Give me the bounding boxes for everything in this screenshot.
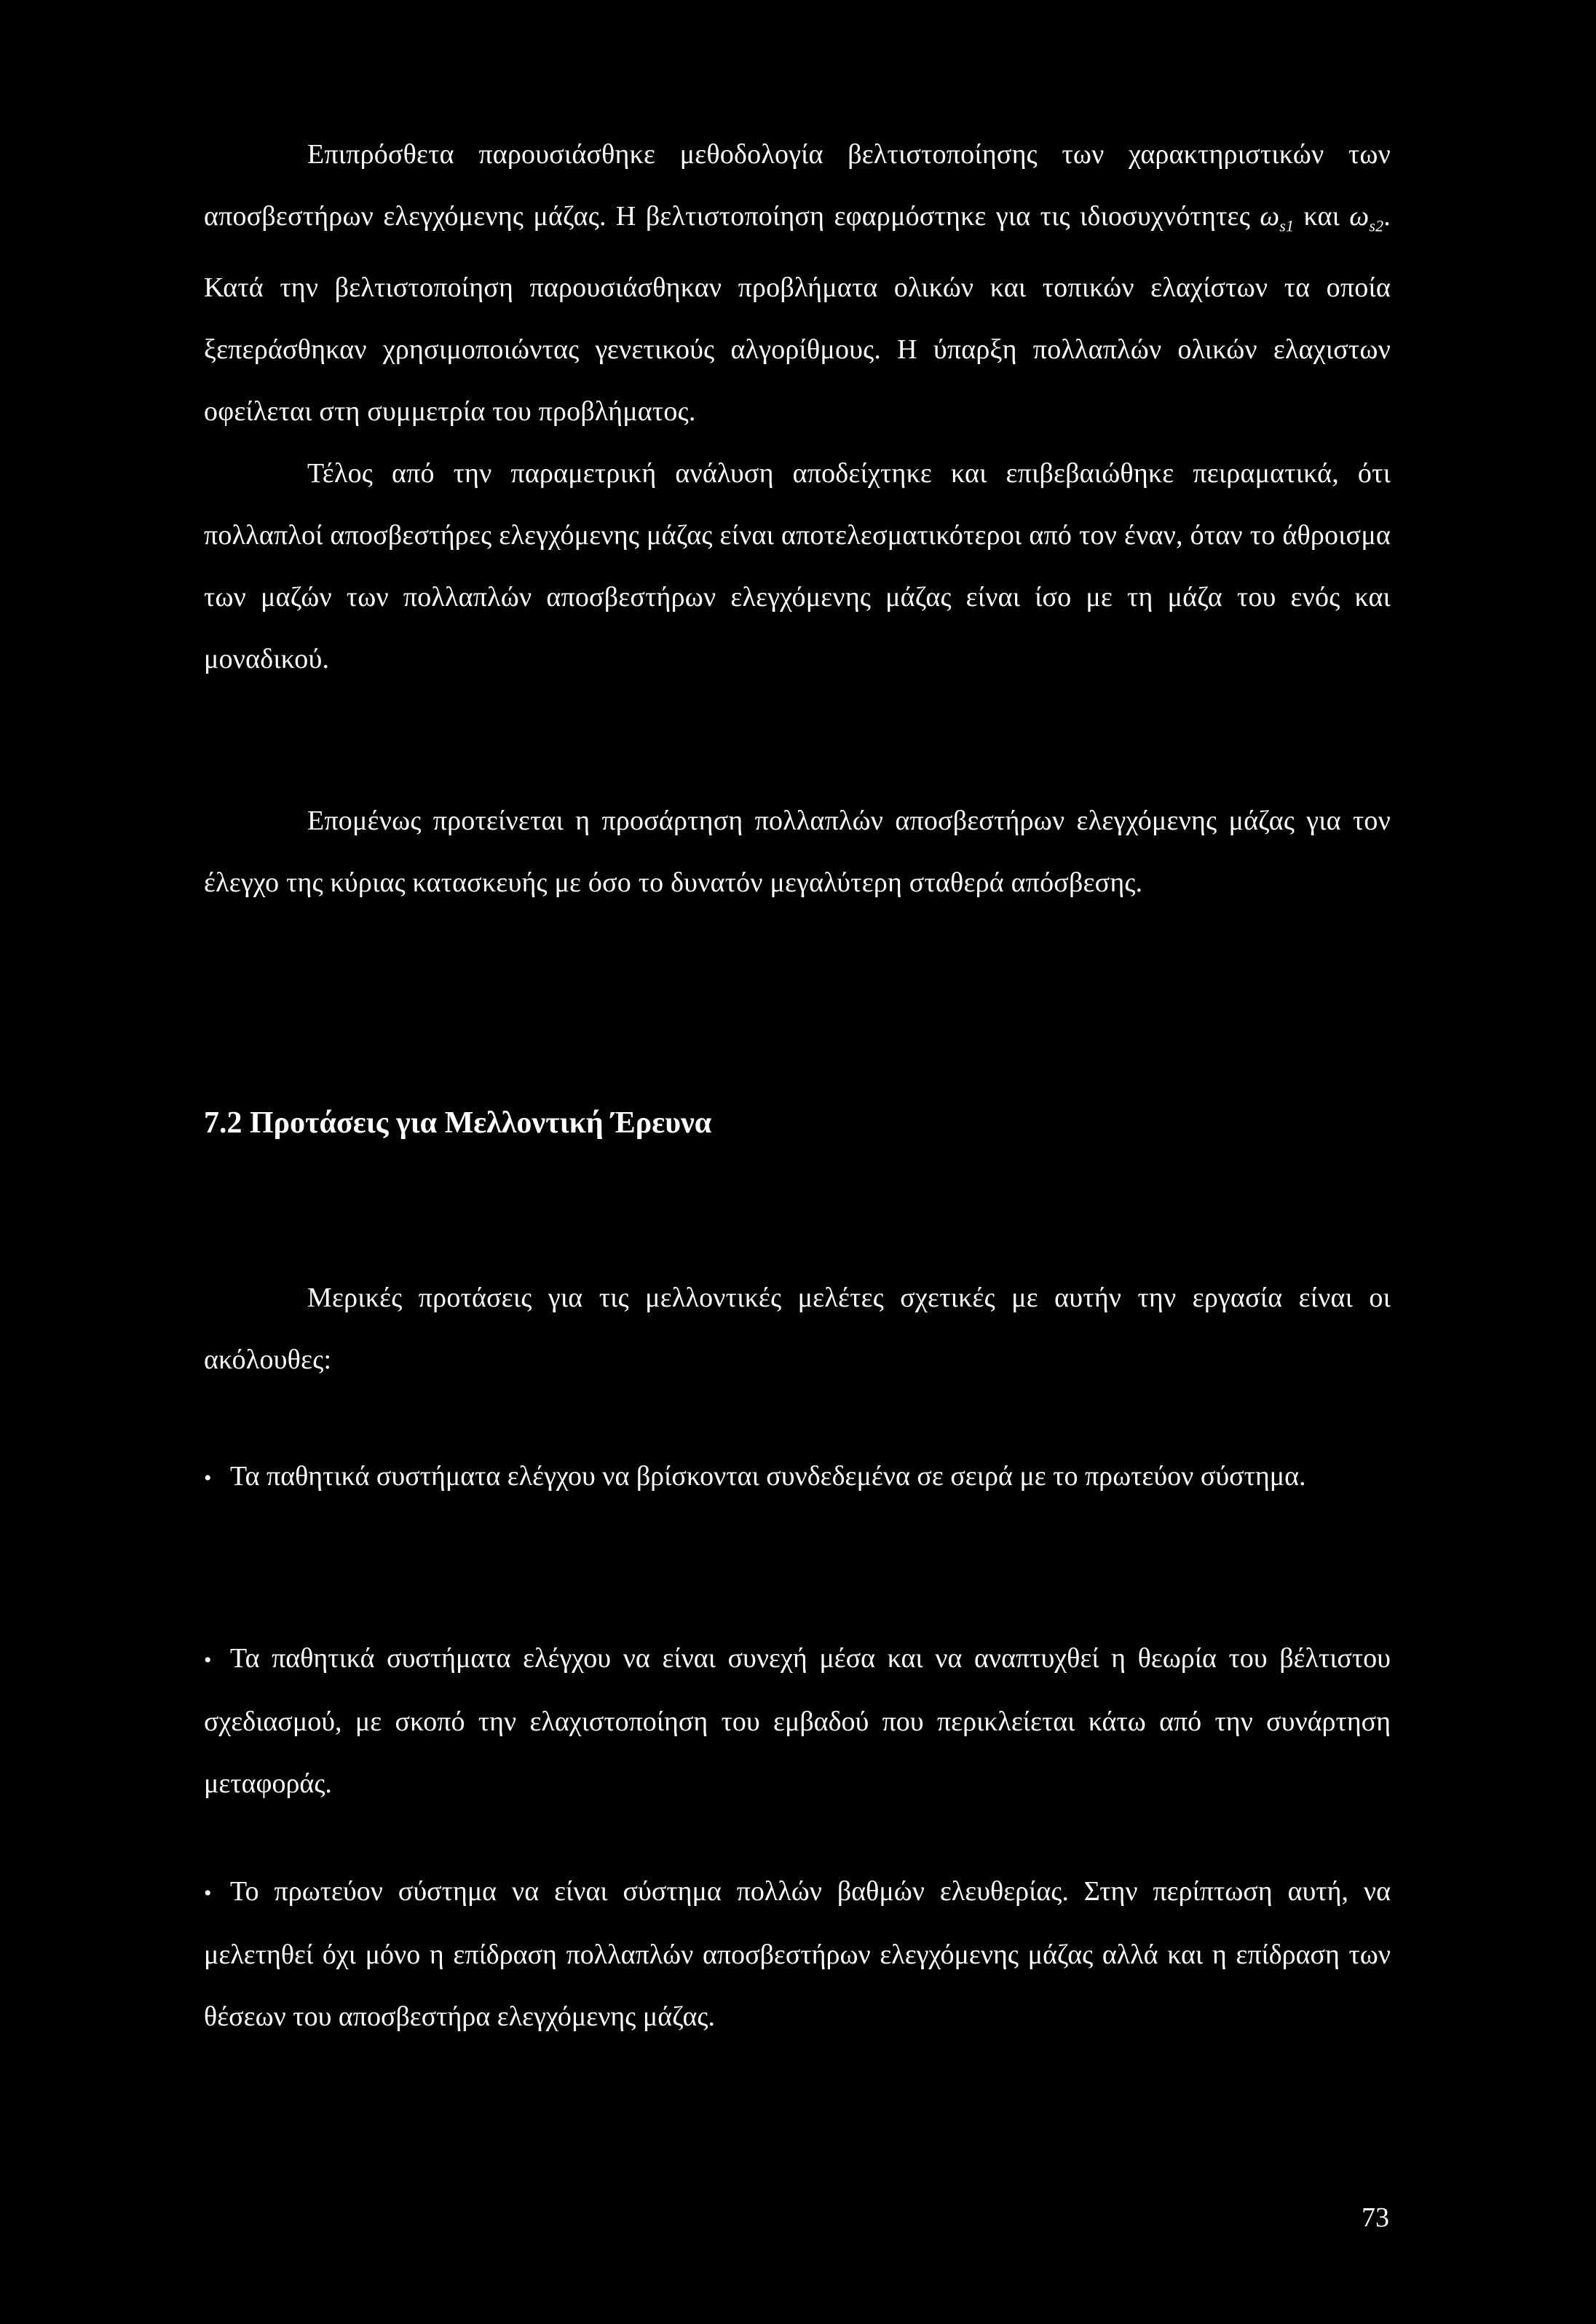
bullet-icon: • (204, 1466, 212, 1490)
omega-s2-symbol: $\omega_{s2}$ (1349, 201, 1384, 235)
paragraph-optimization (204, 124, 1391, 443)
list-item (204, 1446, 1391, 1509)
body-text-top (204, 124, 1391, 690)
body-text-proposal (204, 790, 1391, 914)
paragraph-intro: Μερικές προτάσεις για τις μελλοντικές μελέτες σχετικές με αυτήν την εργασία είναι οι ακόλουθες: (204, 1283, 1391, 1375)
paragraph-parametric-analysis: Τέλος από την παραμετρική ανάλυση αποδείχτηκε και επιβεβαιώθηκε πειραματικά, ότι πολλαπλοί αποσβεστήρες ελεγχόμενης μάζας είναι αποτελεσματικότεροι από τον έναν, όταν το άθροισμα των μαζών των πολλαπλών αποσβεστήρων ελεγχόμενης μάζας είναι ίσο με τη μάζα του ενός και μοναδικού. (204, 457, 1391, 674)
omega-s1-symbol: $\omega_{s1}$ (1260, 201, 1295, 235)
list-item-text: Τα παθητικά συστήματα ελέγχου να βρίσκονται συνδεδεμένα σε σειρά με το πρωτεύον σύστημα. (230, 1461, 1306, 1492)
list-item-text: Το πρωτεύον σύστημα να είναι σύστημα πολλών βαθμών ελευθερίας. Στην περίπτωση αυτή, να μελετηθεί όχι μόνο η επίδραση πολλαπλών αποσβεστήρων ελεγχόμενης μάζας αλλά και η επίδραση των θέσεων του αποσβεστήρα ελεγχόμενης μάζας. (204, 1876, 1391, 2032)
body-text-intro (204, 1267, 1391, 1391)
section-heading: 7.2 Προτάσεις για Μελλοντική Έρευνα (204, 1106, 712, 1140)
page-number: 73 (1362, 2202, 1389, 2233)
paragraph-proposal: Επομένως προτείνεται η προσάρτηση πολλαπλών αποσβεστήρων ελεγχόμενης μάζας για τον έλεγχο της κύριας κατασκευής με όσο το δυνατόν μεγαλύτερη σταθερά απόσβεσης. (204, 805, 1391, 898)
paragraph-optimization-and: και (1294, 201, 1350, 232)
paragraph-optimization-text-start: Επιπρόσθετα παρουσιάσθηκε μεθοδολογία βελτιστοποίησης των χαρακτηριστικών των αποσβεστήρων ελεγχόμενης μάζας. Η βελτιστοποίηση εφαρμόστηκε για τις ιδιοσυχνότητες (204, 139, 1391, 232)
list-item-text: Τα παθητικά συστήματα ελέγχου να είναι συνεχή μέσα και να αναπτυχθεί η θεωρία του βέλτιστου σχεδιασμού, με σκοπό την ελαχιστοποίηση του εμβαδού που περικλείεται κάτω από την συνάρτηση μεταφοράς. (204, 1643, 1391, 1799)
list-item (204, 1628, 1391, 1815)
list-item (204, 1861, 1391, 2048)
paragraph-optimization-text-end: . Κατά την βελτιστοποίηση παρουσιάσθηκαν προβλήματα ολικών και τοπικών ελαχίστων τα οποία ξεπεράσθηκαν χρησιμοποιώντας γενετικούς αλγορίθμους. Η ύπαρξη πολλαπλών ολικών ελαχιστων οφείλεται στη συμμετρία του προβλήματος. (204, 201, 1391, 427)
bullet-icon: • (204, 1648, 212, 1672)
bullet-icon: • (204, 1881, 212, 1905)
